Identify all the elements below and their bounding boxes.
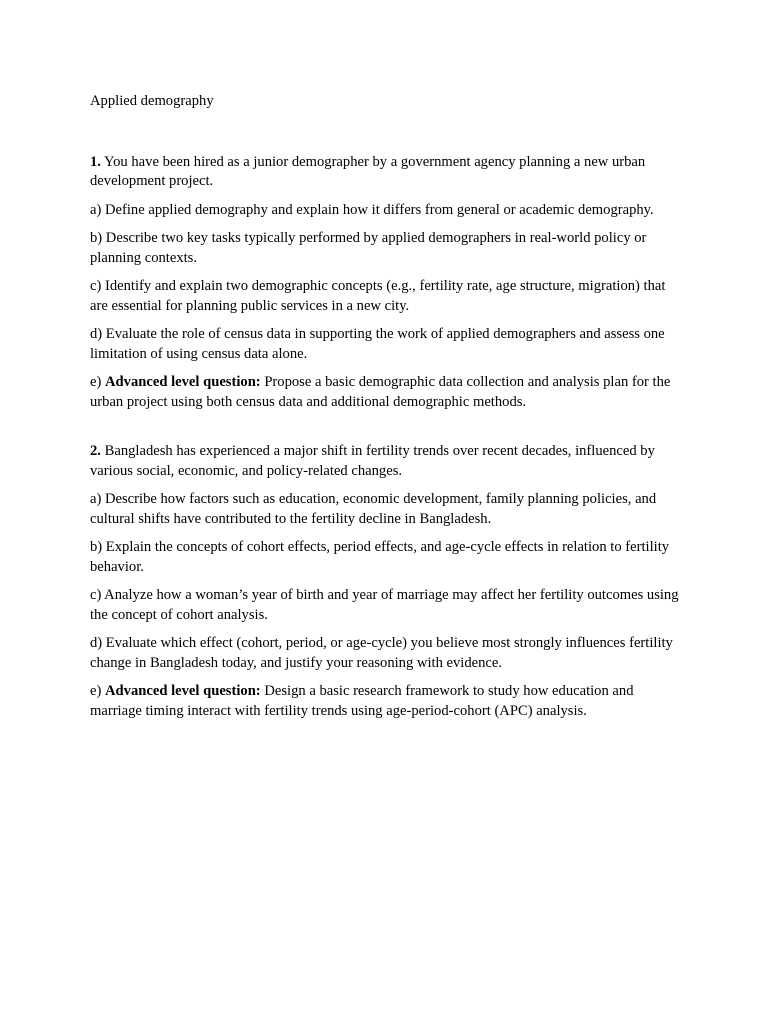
question-1-advanced-label: Advanced level question: (105, 374, 261, 390)
question-2-number: 2. (90, 443, 101, 459)
question-2-part-a: a) Describe how factors such as education, economic development, family planning policies, and cultural shifts have contributed to the fertility decline in Bangladesh. (90, 491, 657, 527)
document-title: Applied demography (90, 93, 214, 109)
question-2-part-b: b) Explain the concepts of cohort effects, period effects, and age-cycle effects in relation to fertility behavior. (90, 539, 670, 575)
question-1-part-c: c) Identify and explain two demographic concepts (e.g., fertility rate, age structure, migration) that are essential for planning public services in a new city. (90, 278, 666, 314)
question-2-intro (90, 442, 680, 481)
question-1-part-d: d) Evaluate the role of census data in supporting the work of applied demographers and assess one limitation of using census data alone. (90, 326, 665, 362)
question-1-number: 1. (90, 153, 101, 170)
question-1-part-e-text: Propose a basic demographic data collection and analysis plan for the urban project using both census data and additional demographic methods. (90, 374, 671, 410)
question-1-intro-text: You have been hired as a junior demographer by a government agency planning a new urban development project. (90, 153, 646, 189)
question-2-part-e-text: Design a basic research framework to study how education and marriage timing interact with fertility trends using age-period-cohort (APC) analysis. (90, 683, 634, 719)
question-1-part-e (90, 373, 680, 412)
question-1-intro (90, 153, 680, 192)
question-2 (90, 442, 680, 721)
question-2-part-e (90, 682, 680, 721)
question-1 (90, 153, 680, 413)
question-2-part-d: d) Evaluate which effect (cohort, period, or age-cycle) you believe most strongly influences fertility change in Bangladesh today, and justify your reasoning with evidence. (90, 635, 673, 671)
question-2-intro-text: Bangladesh has experienced a major shift in fertility trends over recent decades, influenced by various social, economic, and policy-related changes. (90, 443, 655, 479)
question-2-part-c: c) Analyze how a woman’s year of birth and year of marriage may affect her fertility outcomes using the concept of cohort analysis. (90, 587, 679, 623)
question-1-part-a: a) Define applied demography and explain how it differs from general or academic demography. (90, 201, 654, 218)
question-1-part-e-prefix: e) (90, 374, 105, 390)
question-2-advanced-label: Advanced level question: (105, 683, 261, 699)
question-2-part-e-prefix: e) (90, 683, 105, 699)
question-1-part-b: b) Describe two key tasks typically performed by applied demographers in real-world policy or planning contexts. (90, 230, 647, 266)
